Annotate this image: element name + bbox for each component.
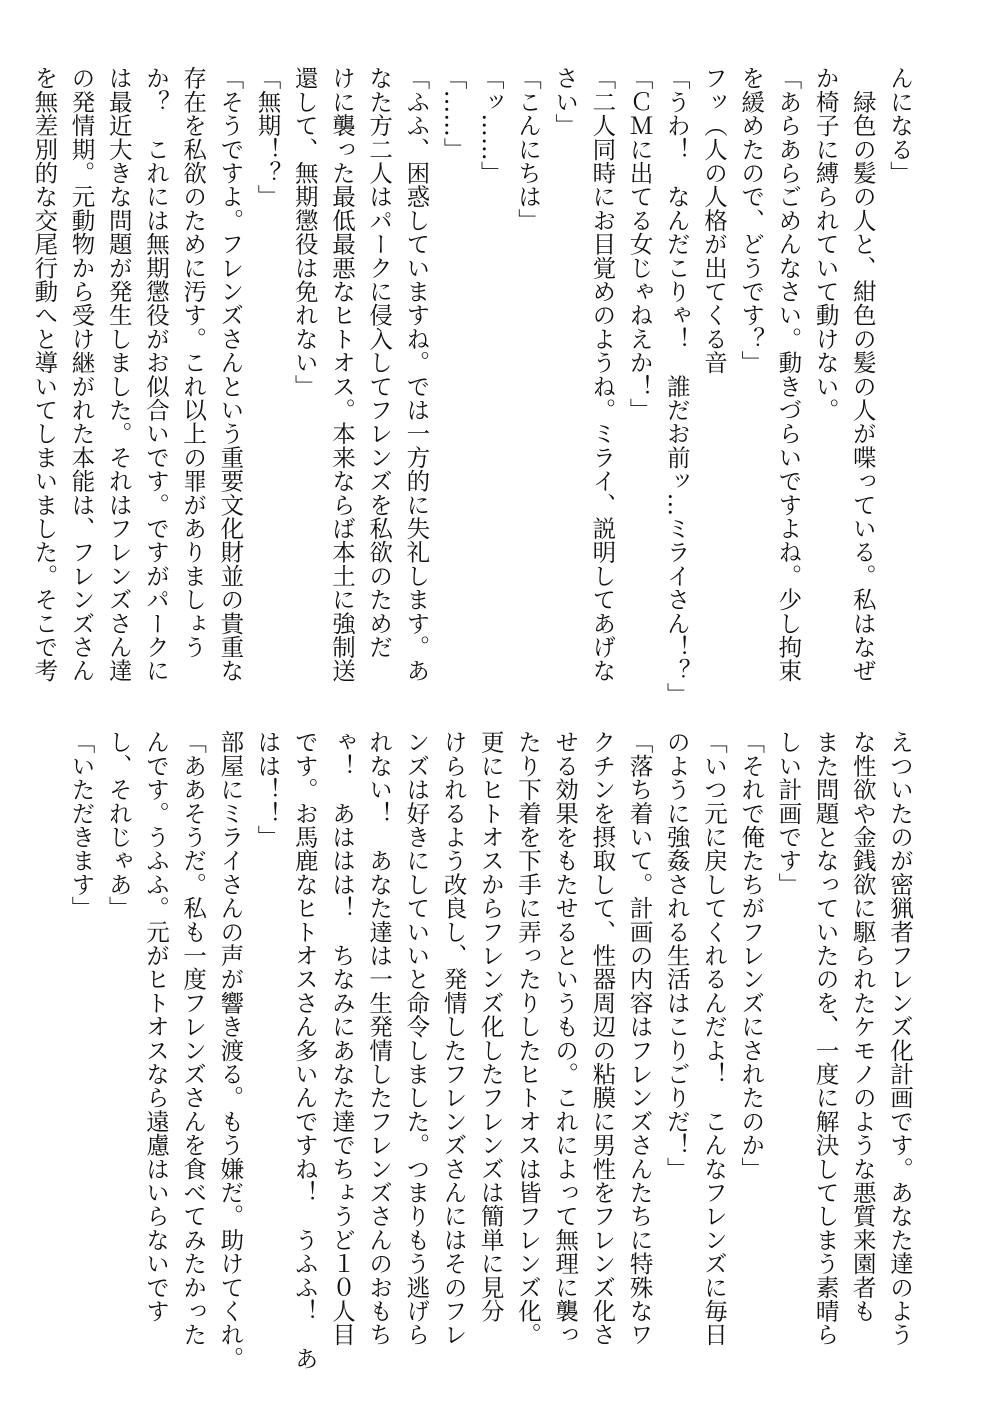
text-line: 「あらあらごめんなさい。動きづらいですよね。少し拘束: [774, 66, 803, 683]
text-line: 「ああそうだ。私も一度フレンズさんを食べてみたかった: [179, 730, 208, 1347]
text-line: な性欲や金銭欲に駆られたケモノのような悪質来園者も: [848, 730, 877, 1323]
text-line: 「そうですよ。フレンズさんという重要文化財並の貴重な: [216, 66, 245, 683]
text-line: ンズは好きにしていいと命令しました。つまりもう逃げら: [402, 730, 431, 1347]
text-line: のように強姦される生活はこりごりだ！」: [662, 730, 691, 1181]
text-line: 「それで俺たちがフレンズにされたのか」: [737, 730, 766, 1181]
text-line: はは！！」: [253, 730, 282, 849]
text-line: せる効果をもたせるというもの。これによって無理に襲っ: [551, 730, 580, 1347]
text-line: 「ッ……」: [476, 66, 505, 185]
text-line: ゃ！ あははは！ ちなみにあなた達でちょうど１０人目: [327, 730, 356, 1347]
text-line: は最近大きな問題が発生しました。それはフレンズさん達: [104, 66, 133, 683]
text-line: れない！ あなた達は一生発情したフレンズさんのおもち: [365, 730, 394, 1347]
text-line: し、それじゃあ」: [104, 730, 133, 920]
text-line: さい」: [551, 66, 580, 138]
text-line: 還して、無期懲役は免れない」: [290, 66, 319, 398]
text-line: また問題となっていたのを、一度に解決してしまう素晴ら: [811, 730, 840, 1347]
text-line: 「こんにちは」: [513, 66, 542, 232]
text-line: 部屋にミライさんの声が響き渡る。もう嫌だ。助けてくれ。: [216, 730, 245, 1370]
text-line: 「無期！？」: [253, 66, 282, 209]
text-line: です。お馬鹿なヒトオスさん多いんですね！ うふふ！ あ: [290, 730, 319, 1370]
text-line: 「ＣＭに出てる女じゃねえか！」: [625, 66, 654, 422]
text-line: を緩めたので、どうです？」: [737, 66, 766, 375]
text-line: を無差別的な交尾行動へと導いてしまいました。そこで考: [30, 66, 59, 683]
text-line: なた方二人はパークに侵入してフレンズを私欲のためだ: [365, 66, 394, 659]
text-line: か？ これには無期懲役がお似合いです。ですがパークに: [141, 66, 170, 683]
text-line: んです。うふふ。元がヒトオスなら遠慮はいらないです: [141, 730, 170, 1323]
text-line: 「……」: [439, 66, 468, 161]
text-line: 「いただきます」: [67, 730, 96, 920]
text-line: 「二人同時にお目覚めのようね。ミライ、説明してあげな: [588, 66, 617, 683]
text-line: 緑色の髪の人と、紺色の髪の人が喋っている。私はなぜ: [848, 66, 877, 683]
text-line: 更にヒトオスからフレンズ化したフレンズは簡単に見分: [476, 730, 505, 1323]
text-line: しい計画です」: [774, 730, 803, 896]
text-line: えついたのが密猟者フレンズ化計画です。あなた達のよう: [886, 730, 914, 1347]
text-line: フッ（人の人格が出てくる音: [699, 66, 728, 375]
text-line: 「うわ！ なんだこりゃ！ 誰だお前ッ…ミライさん！？」: [662, 66, 691, 706]
text-line: の発情期。元動物から受け継がれた本能は、フレンズさん: [67, 66, 96, 683]
text-line: けに襲った最低最悪なヒトオス。本来ならば本土に強制送: [327, 66, 356, 683]
text-line: 「落ち着いて。計画の内容はフレンズさんたちに特殊なワ: [625, 730, 654, 1347]
text-line: 「ふふ、困惑していますね。では一方的に失礼します。あ: [402, 66, 431, 683]
text-line: んになる」: [886, 66, 914, 185]
text-line: クチンを摂取して、性器周辺の粘膜に男性をフレンズ化さ: [588, 730, 617, 1347]
text-line: たり下着を下手に弄ったりしたヒトオスは皆フレンズ化。: [513, 730, 542, 1347]
text-line: か椅子に縛られていて動けない。: [811, 66, 840, 422]
upper-text-block: [30, 66, 918, 716]
text-line: けられるよう改良し、発情したフレンズさんにはそのフレ: [439, 730, 468, 1347]
text-line: 存在を私欲のために汚す。これ以上の罪がありましょう: [179, 66, 208, 659]
lower-text-block: [67, 730, 918, 1370]
text-line: 「いつ元に戻してくれるんだよ！ こんなフレンズに毎日: [699, 730, 728, 1347]
